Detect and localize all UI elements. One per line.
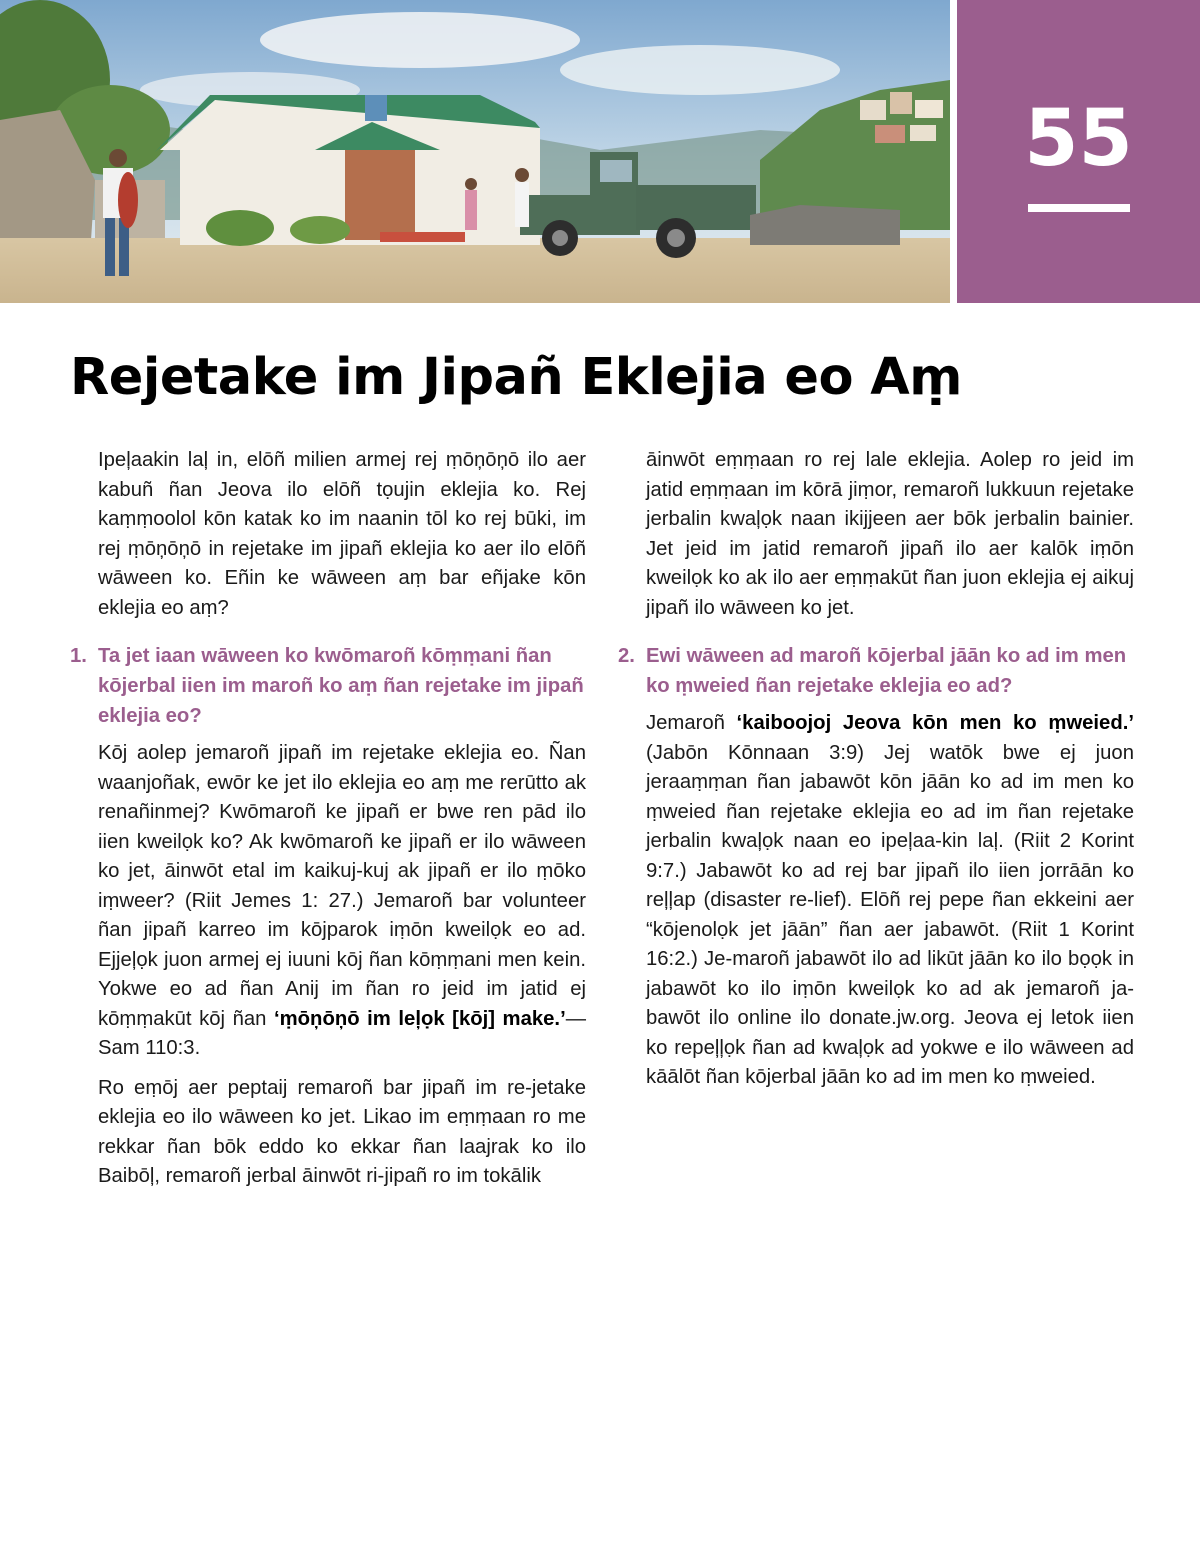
- hero-illustration: [0, 0, 950, 303]
- question-2-text: Ewi wāween ad maroñ kōjerbal jāān ko ad im men ko ṃweied ñan rejetake eklejia eo ad?: [646, 645, 1127, 697]
- answer-1-paragraph-2: Ro eṃōj aer peptaij remaroñ bar jipañ im re-jetake eklejia eo ilo wāween ko jet. Likao im eṃṃaan ro me rekkar ñan bōk eddo ko ekkar ñan laajrak ko ilo Baibōļ, remaroñ jerbal āinwōt ri-jipañ ro im tokālik: [98, 1076, 586, 1187]
- answer-1-paragraph-2-continued: āinwōt eṃṃaan ro rej lale eklejia. Aolep ro jeid im jatid eṃṃaan im kōrā jiṃor, remaroñ lukkuun rejetake jerbalin kwaļọk naan ikijjeen aer bōk jerbalin bainier. Jet jeid im jatid remaroñ jipañ ilo aer kalōk iṃōn kweilọk ko ak ilo aer eṃṃakūt ñan juon eklejia ej aikuj jipañ ilo wāween ko jet.: [646, 449, 1134, 619]
- question-1-number: 1.: [70, 645, 87, 667]
- answer-1-citation: —Sam 110:3.: [98, 1007, 586, 1059]
- answer-2-lead: Jemaroñ: [646, 712, 737, 734]
- intro-paragraph: Ipeļaakin laļ in, elōñ milien armej rej ṃōņōņō ilo aer kabuñ ñan Jeova ilo elōñ tọujin eklejia ko. Rej kaṃṃoolol kōn katak ko im naanin tōl ko rej būki, im rej ṃōņōņō in rejetake im jipañ eklejia ko aer ilo elōñ wāween ko. Eñin ke wāween aṃ bar eñjake kōn eklejia eo aṃ?: [98, 449, 586, 619]
- left-column: [70, 446, 586, 1202]
- answer-1-paragraph-1: [98, 739, 586, 1064]
- lesson-number-underline: [1028, 204, 1130, 212]
- question-1-text: Ta jet iaan wāween ko kwōmaroñ kōṃṃani ñan kōjerbal iien im maroñ ko aṃ ñan rejetake im jipañ eklejia eo?: [98, 645, 584, 727]
- answer-2-scripture-quote: ‘kaiboojoj Jeova kōn men ko ṃweied.’: [736, 712, 1134, 734]
- lesson-number-panel: [957, 0, 1200, 303]
- lesson-number: 55: [1024, 94, 1133, 184]
- right-column: [618, 446, 1134, 1103]
- question-1: [70, 641, 586, 731]
- question-2: [618, 641, 1134, 701]
- question-2-number: 2.: [618, 645, 635, 667]
- answer-2-text: (Jabōn Kōnnaan 3:9) Jej watōk bwe ej juon jeraaṃṃan ñan jabawōt kōn jāān ko ad im men ko ṃweied ñan rejetake eklejia eo ad im ñan rejetake jerbalin kwaļọk naan eo ipeļaa-kin laļ. (Riit 2 Korint 9:7.) Jabawōt ko ad rej bar jipañ ilo iien jorrāān ko reļļap (disaster re-lief). Elōñ rej pepe ñan ekkeini aer “kōjenolọk jet jāān” ñan aer jabawōt. (Riit 1 Korint 16:2.) Je-maroñ jabawōt ilo ad likūt jāān ko ilo bọọk in jabawōt ko ilo iṃōn kweilọk ko ad ak jemaroñ ja-bawōt ilo online ilo donate.jw.org. Jeova ej letok iien ko repeļļọk ñan ad kwaļọk ad yokwe e ilo wāween ad kāālōt ñan kōjerbal jāān ko ad im men ko ṃweied.: [646, 741, 1134, 1088]
- answer-1-scripture-quote: ‘ṃōņōņō im leļọk [kōj] make.’: [274, 1007, 566, 1030]
- page-title: Rejetake im Jipañ Eklejia eo Aṃ: [70, 348, 962, 407]
- answer-1-text: Kōj aolep jemaroñ jipañ im rejetake eklejia eo. Ñan waanjoñak, ewōr ke jet ilo eklejia eo aṃ me rerūtto ak renañinmej? Kwōmaroñ ke jipañ er bwe ren pād ilo iien kweilọk ko? Ak kwōmaroñ ke jipañ er ilo wāween ko jet, āinwōt etal im kaikuj-kuj ak jipañ er ilo ṃōko iṃweer? (Riit Jemes 1: 27.) Jemaroñ bar volunteer ñan jipañ karreo im kōjparok iṃōn kweilọk eo ad. Ejjeļọk juon armej ej iuuni kōj ñan kōṃṃani men kein. Yokwe eo ad ñan Anij im ñan ro jeid im jatid ej kōṃṃakūt kōj ñan: [98, 742, 586, 1030]
- answer-2-paragraph: [646, 709, 1134, 1093]
